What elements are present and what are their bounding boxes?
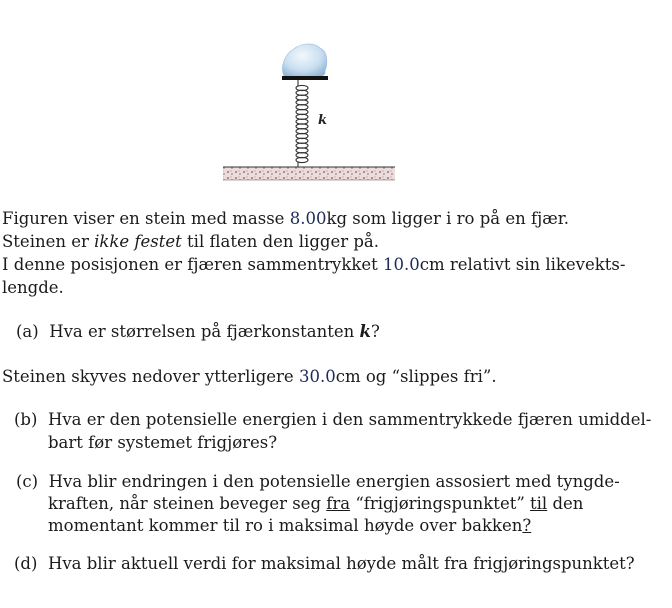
- spring-plate: [282, 76, 328, 80]
- underlined-from: fra: [326, 494, 351, 513]
- spring-constant-symbol: k: [359, 322, 371, 341]
- question-d: (d) Hva blir aktuell verdi for maksimal høyde målt fra frigjøringspunktet?: [14, 554, 635, 573]
- push-value: 30.0: [298, 367, 336, 386]
- question-c-line-2: kraften, når steinen beveger seg fra “frigjøringspunktet” til den: [48, 494, 584, 513]
- ground: [223, 167, 395, 180]
- stone: [282, 44, 326, 78]
- not-fixed-emphasis: ikke festet: [94, 232, 182, 251]
- spring: [296, 80, 308, 167]
- question-c-line-1: (c) Hva blir endringen i den potensielle energien assosiert med tyngde-: [16, 472, 620, 491]
- question-c-line-3: momentant kommer til ro i maksimal høyde over bakken?: [48, 516, 532, 535]
- question-a-label: (a): [16, 322, 39, 341]
- intro-line-1: Figuren viser en stein med masse 8.00kg som ligger i ro på en fjær.: [2, 209, 570, 228]
- intro-line-2: Steinen er ikke festet til flaten den ligger på.: [2, 232, 379, 251]
- stone-spring-figure: [210, 38, 410, 188]
- question-a: (a) Hva er størrelsen på fjærkonstanten k?: [16, 322, 380, 341]
- compression-value: 10.0: [383, 255, 420, 274]
- intro-line-4: lengde.: [2, 278, 64, 297]
- question-c-label: (c): [16, 472, 39, 491]
- underlined-to: til: [530, 494, 548, 513]
- question-d-label: (d): [14, 554, 38, 573]
- underlined-question-mark: ?: [522, 516, 532, 535]
- spring-constant-label: k: [318, 113, 328, 128]
- question-b-label: (b): [14, 410, 38, 429]
- mass-value: 8.00: [289, 209, 327, 228]
- question-b-line-1: (b) Hva er den potensielle energien i den sammentrykkede fjæren umiddel-: [14, 410, 652, 429]
- intro-line-3: I denne posisjonen er fjæren sammentrykket 10.0cm relativt sin likevekts-: [2, 255, 626, 274]
- push-statement: Steinen skyves nedover ytterligere 30.0cm og “slippes fri”.: [2, 367, 497, 386]
- question-b-line-2: bart før systemet frigjøres?: [48, 433, 278, 452]
